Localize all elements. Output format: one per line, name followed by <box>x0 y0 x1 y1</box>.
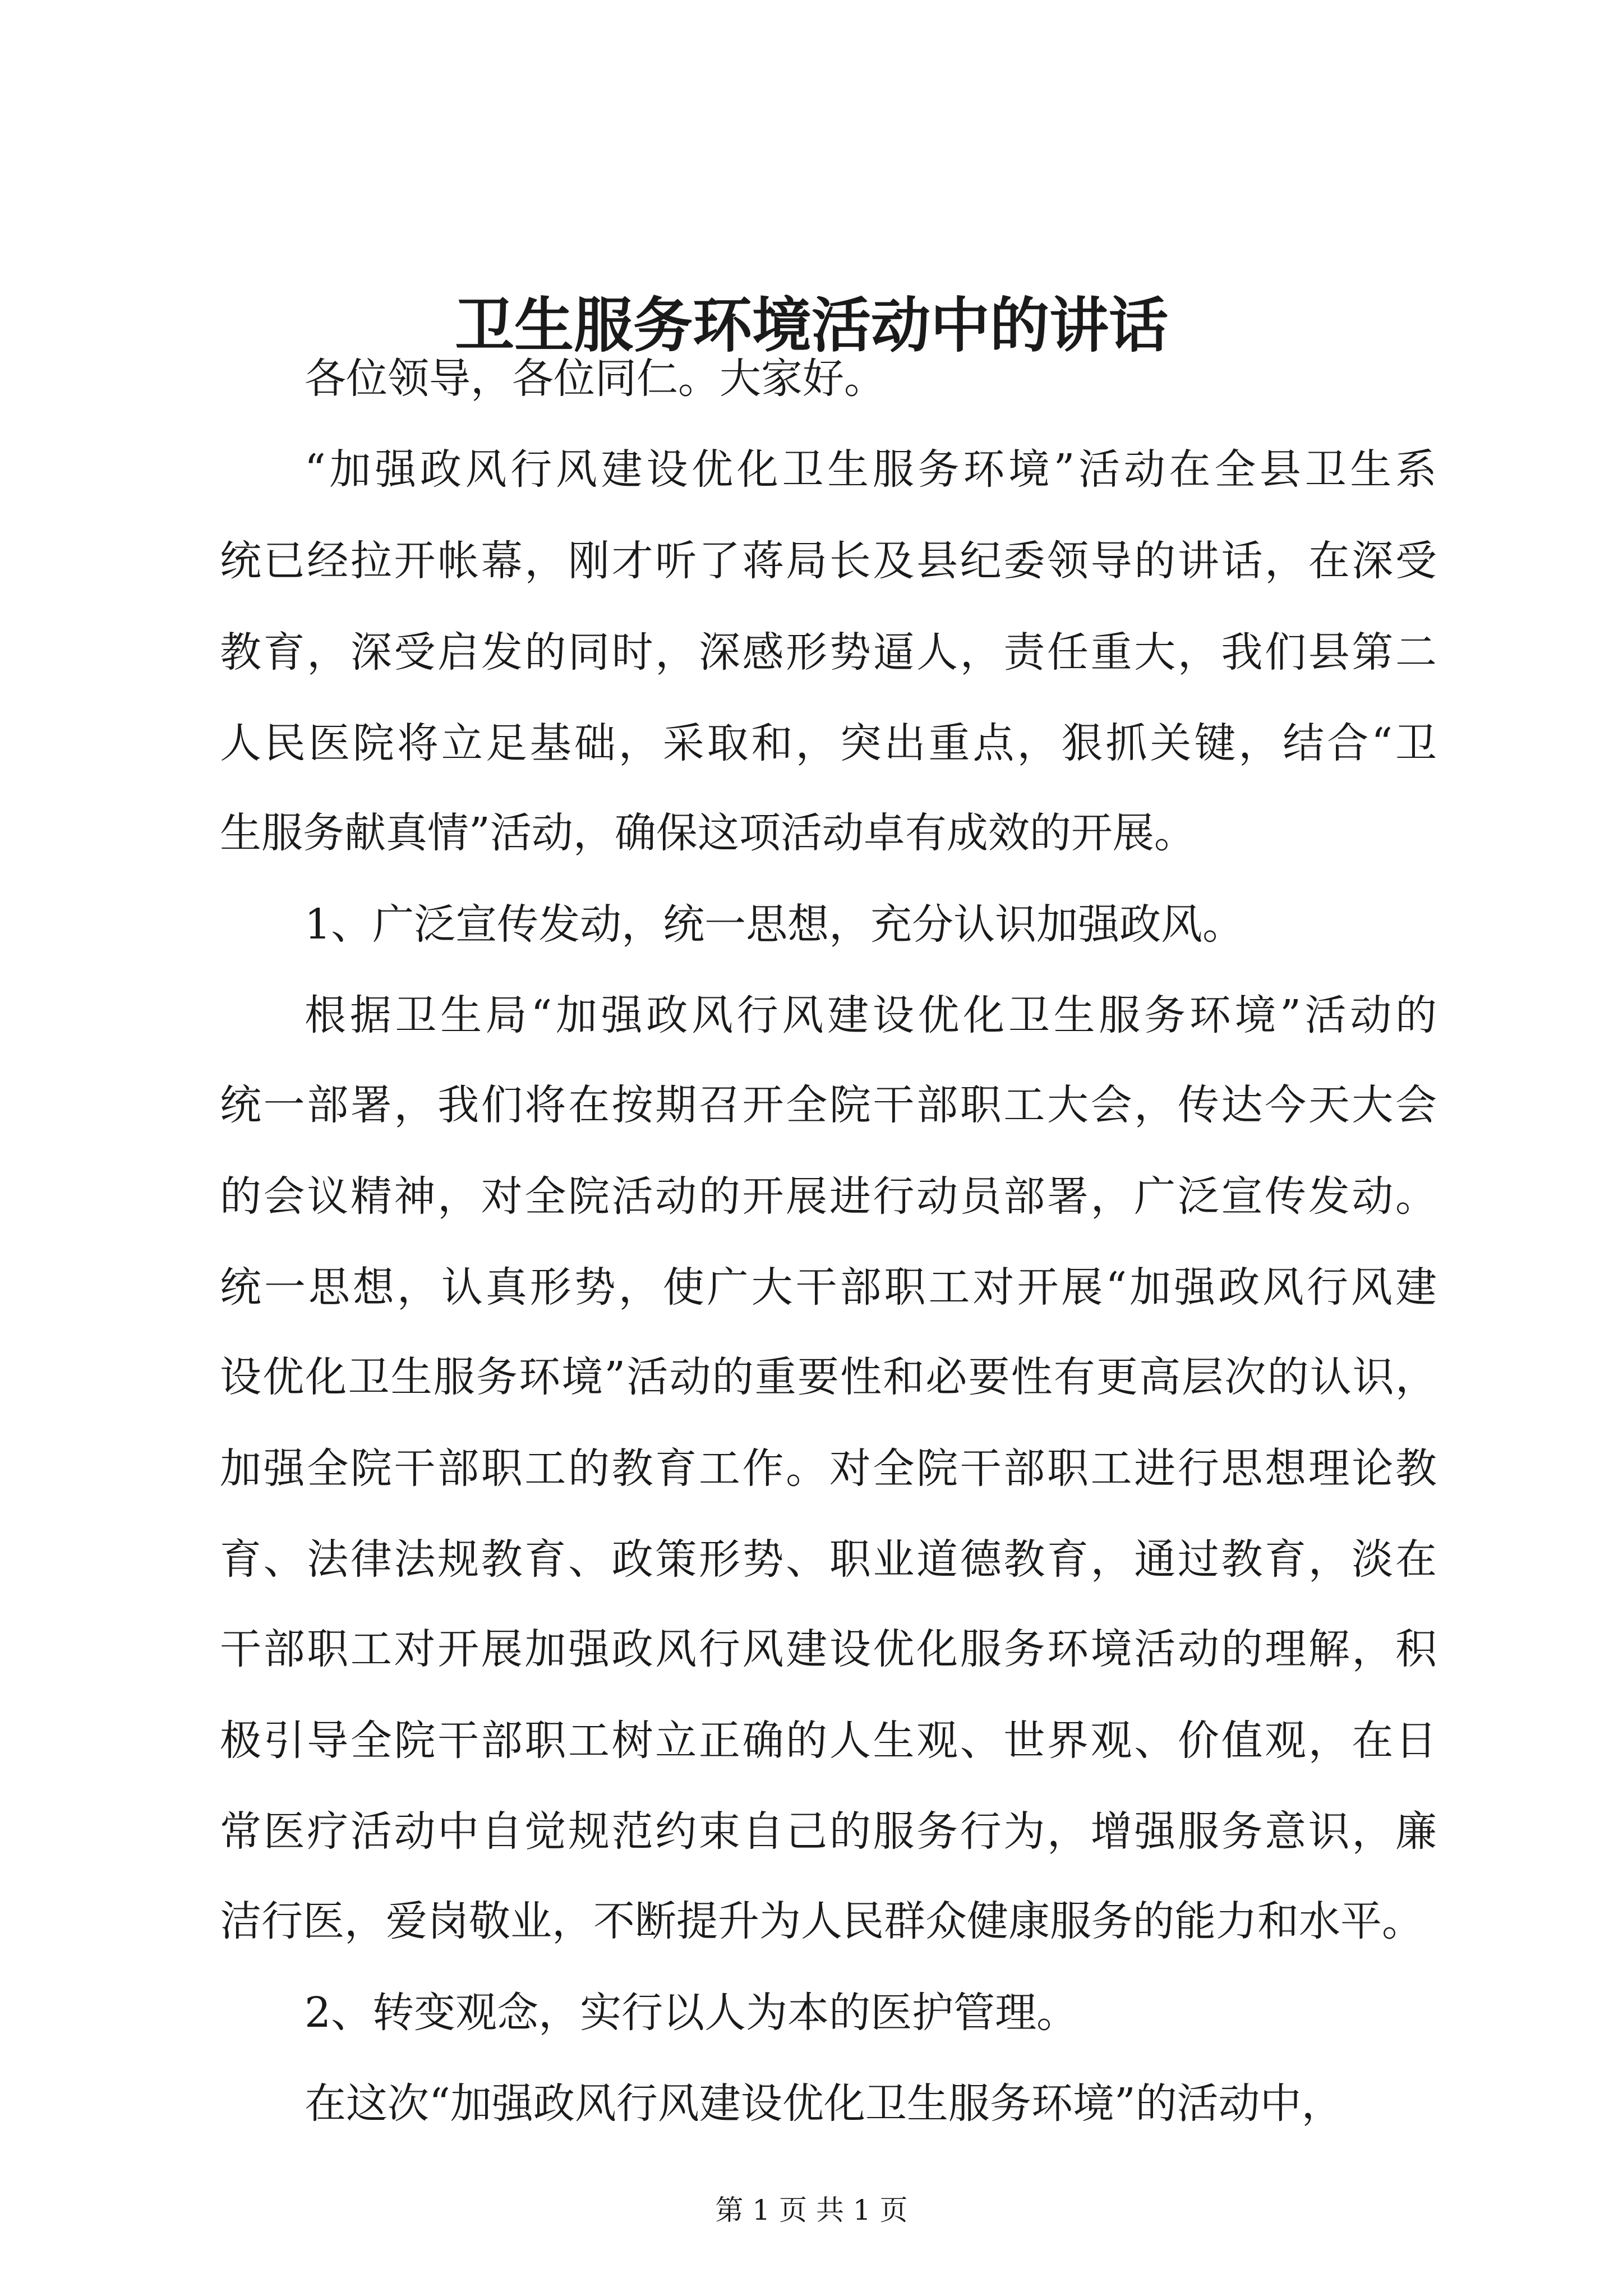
text-line: 加强全院干部职工的教育工作。对全院干部职工进行思想理论教 <box>220 1444 1437 1493</box>
page-footer: 第 1 页 共 1 页 <box>715 2194 908 2226</box>
text-line: “加强政风行风建设优化卫生服务环境”活动在全县卫生系 <box>305 445 1437 494</box>
text-line-greeting: 各位领导，各位同仁。大家好。 <box>305 355 886 403</box>
section-heading-2: 2、转变观念，实行以人为本的医护管理。 <box>305 1989 1078 2037</box>
text-line: 在这次“加强政风行风建设优化卫生服务环境”的活动中， <box>305 2079 1343 2128</box>
text-line: 统一部署，我们将在按期召开全院干部职工大会，传达今天大会 <box>220 1081 1437 1129</box>
text-line: 教育，深受启发的同时，深感形势逼人，责任重大，我们县第二 <box>220 628 1437 677</box>
text-line: 根据卫生局“加强政风行风建设优化卫生服务环境”活动的 <box>305 991 1437 1039</box>
text-line: 极引导全院干部职工树立正确的人生观、世界观、价值观，在日 <box>220 1717 1437 1765</box>
text-line: 的会议精神，对全院活动的开展进行动员部署，广泛宣传发动。 <box>220 1172 1437 1221</box>
text-line: 生服务献真情”活动，确保这项活动卓有成效的开展。 <box>220 809 1196 857</box>
text-line: 统一思想，认真形势，使广大干部职工对开展“加强政风行风建 <box>220 1263 1437 1312</box>
section-heading-1: 1、广泛宣传发动，统一思想，充分认识加强政风。 <box>305 900 1244 949</box>
text-line: 洁行医，爱岗敬业，不断提升为人民群众健康服务的能力和水平。 <box>220 1897 1423 1945</box>
document-title: 卫生服务环境活动中的讲话 <box>455 290 1168 360</box>
text-line: 人民医院将立足基础，采取和，突出重点，狠抓关键，结合“卫 <box>220 719 1437 767</box>
text-line: 设优化卫生服务环境”活动的重要性和必要性有更高层次的认识， <box>220 1353 1437 1401</box>
text-line: 常医疗活动中自觉规范约束自己的服务行为，增强服务意识，廉 <box>220 1807 1437 1856</box>
text-line: 统已经拉开帐幕，刚才听了蒋局长及县纪委领导的讲话，在深受 <box>220 537 1437 585</box>
text-line: 干部职工对开展加强政风行风建设优化服务环境活动的理解，积 <box>220 1625 1437 1673</box>
text-line: 育、法律法规教育、政策形势、职业道德教育，通过教育，淡在 <box>220 1535 1437 1584</box>
